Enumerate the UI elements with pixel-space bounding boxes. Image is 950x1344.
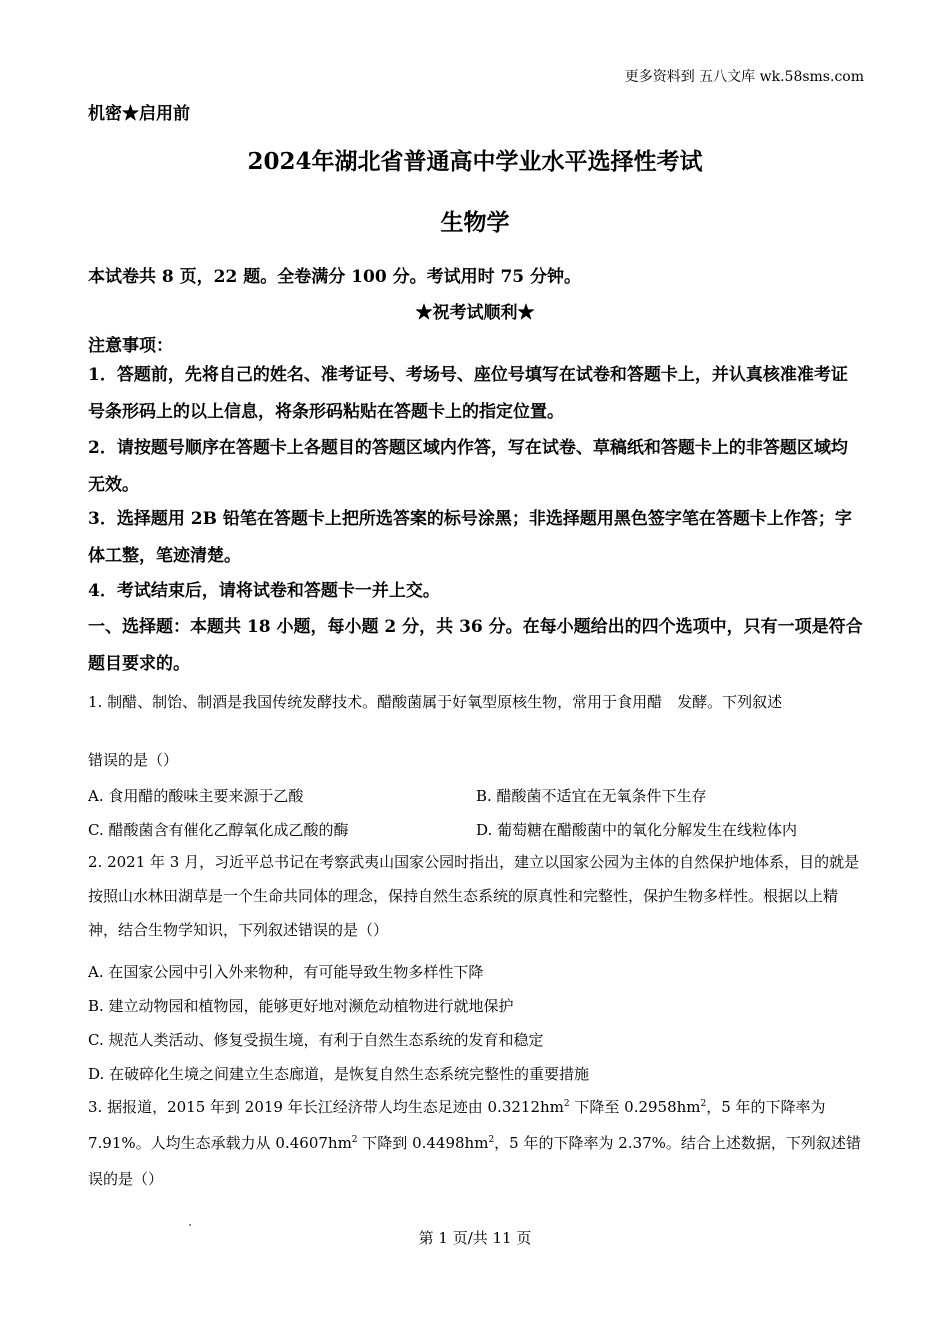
- notice-item-3: 3．选择题用 2B 铅笔在答题卡上把所选答案的标号涂黑；非选择题用黑色签字笔在答题卡上作答；字体工整，笔迹清楚。: [88, 509, 852, 566]
- question-1-stem: 1. 制醋、制饴、制酒是我国传统发酵技术。醋酸菌属于好氧型原核生物，常用于食用醋 发酵。下列叙述: [88, 693, 783, 711]
- question-1-option-d: D. 葡萄糖在醋酸菌中的氧化分解发生在线粒体内: [476, 821, 798, 839]
- question-3-stem: 3. 据报道，2015 年到 2019 年长江经济带人均生态足迹由 $0.3212hm^2$ 下降至 $0.2958hm^2$，5 年的下降率为 7.91%。人均生态承载力从 $0.4607hm^2$ 下降到 $0.4498hm^2$，5 年的下降率为 2.37%。结合上述数据，下列叙述错误的是（）: [88, 1098, 861, 1188]
- notice-title: 注意事项：: [88, 336, 173, 356]
- confidential-label: 机密★启用前: [88, 104, 190, 124]
- exam-info: 本试卷共 8 页，22 题。全卷满分 100 分。考试用时 75 分钟。: [88, 267, 582, 287]
- notice-item-4: 4．考试结束后，请将试卷和答题卡一并上交。: [88, 581, 440, 601]
- notice-item-2: 2．请按题号顺序在答题卡上各题目的答题区域内作答，写在试卷、草稿纸和答题卡上的非答题区域均无效。: [88, 438, 848, 495]
- subject-title: 生物学: [440, 209, 510, 236]
- question-2-stem: 2. 2021 年 3 月，习近平总书记在考察武夷山国家公园时指出，建立以国家公园为主体的自然保护地体系，目的就是按照山水林田湖草是一个生命共同体的理念，保持自然生态系统的原真性和完整性，保护生物多样性。根据以上精神，结合生物学知识，下列叙述错误的是（）: [88, 853, 860, 939]
- question-2-option-a: A. 在国家公园中引入外来物种，有可能导致生物多样性下降: [88, 963, 484, 981]
- question-1-option-b: B. 醋酸菌不适宜在无氧条件下生存: [476, 787, 707, 805]
- page-footer: 第 1 页/共 11 页: [418, 1229, 532, 1247]
- good-luck-wish: ★祝考试顺利★: [415, 303, 535, 323]
- question-1-stem-end: 错误的是（）: [88, 751, 179, 769]
- notice-item-1: 1．答题前，先将自己的姓名、准考证号、考场号、座位号填写在试卷和答题卡上，并认真核准准考证号条形码上的以上信息，将条形码粘贴在答题卡上的指定位置。: [88, 365, 848, 422]
- question-2-option-d: D. 在破碎化生境之间建立生态廊道，是恢复自然生态系统完整性的重要措施: [88, 1065, 590, 1083]
- question-1-option-c: C. 醋酸菌含有催化乙醇氧化成乙酸的酶: [88, 821, 349, 839]
- exam-title: 2024年湖北省普通高中学业水平选择性考试: [247, 148, 703, 175]
- question-2-option-b: B. 建立动物园和植物园，能够更好地对濒危动植物进行就地保护: [88, 997, 514, 1015]
- scan-dot: [189, 1224, 191, 1226]
- header-note: 更多资料到 五八文库 wk.58sms.com: [624, 69, 864, 85]
- question-1-option-a: A. 食用醋的酸味主要来源于乙酸: [88, 787, 304, 805]
- question-2-option-c: C. 规范人类活动、修复受损生境，有利于自然生态系统的发育和稳定: [88, 1031, 544, 1049]
- section-heading: 一、选择题：本题共 18 小题，每小题 2 分，共 36 分。在每小题给出的四个选项中，只有一项是符合题目要求的。: [88, 617, 863, 674]
